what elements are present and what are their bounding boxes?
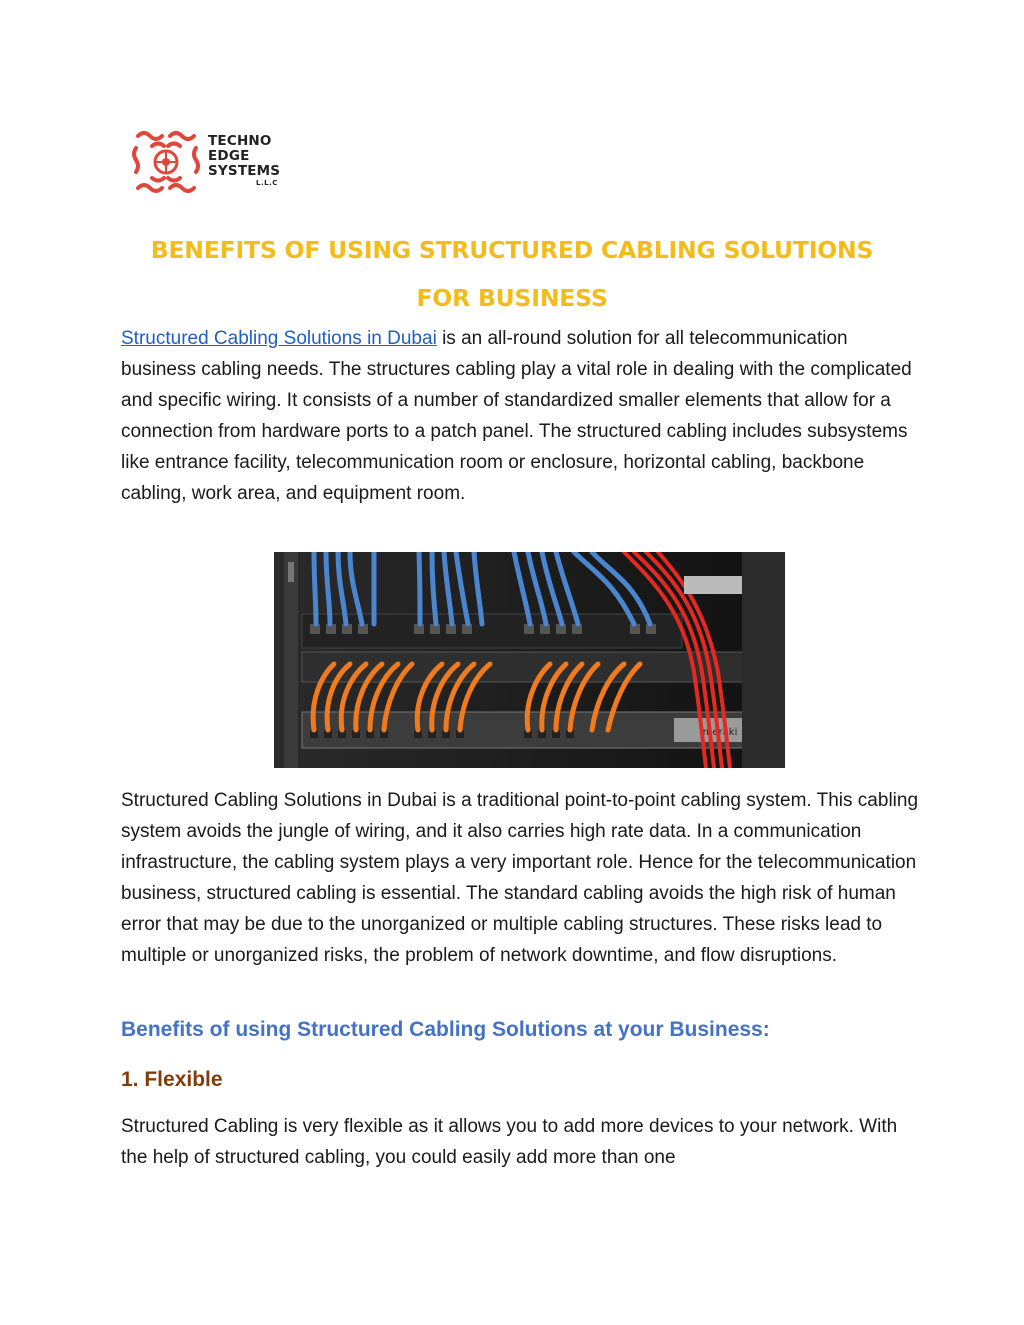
page-title [90,226,934,322]
section-heading: Benefits of using Structured Cabling Solutions at your Business: [121,1018,770,1041]
intro-paragraph-body: is an all-round solution for all telecommunication business cabling needs. The structures cabling play a vital role in dealing with the complicated and specific wiring. It consists of a number of standardized smaller elements that allow for a connection from hardware ports to a patch panel. The structured cabling includes subsystems like entrance facility, telecommunication room or enclosure, horizontal cabling, backbone cabling, work area, and equipment room. [121,328,912,504]
network-rack-illustration [274,552,785,768]
logo-text-line1: TECHNO [208,133,272,149]
network-rack-photo [274,552,785,768]
logo-text-line2: EDGE [208,148,250,164]
structured-cabling-link[interactable]: Structured Cabling Solutions in Dubai [121,328,437,349]
meraki-label: meraki [702,727,738,738]
logo-text-llc: L.L.C [256,179,278,187]
logo-text-line3: SYSTEMS [208,163,281,179]
third-paragraph: Structured Cabling is very flexible as it allows you to add more devices to your network. With the help of structured cabling, you could easily add more than one [121,1116,898,1168]
page-title-line2: FOR BUSINESS [416,284,608,312]
company-logo [130,126,280,198]
subheading-flexible: 1. Flexible [121,1068,223,1091]
logo-emblem-icon [130,126,202,198]
intro-paragraph [121,323,921,509]
second-paragraph: Structured Cabling Solutions in Dubai is a traditional point-to-point cabling system. This cabling system avoids the jungle of wiring, and it also carries high rate data. In a communication infrastructure, the cabling system plays a very important role. Hence for the telecommunication business, structured cabling is essential. The standard cabling avoids the high risk of human error that may be due to the unorganized or multiple cabling structures. These risks lead to multiple or unorganized risks, the problem of network downtime, and flow disruptions. [121,790,919,966]
page-title-line1: BENEFITS OF USING STRUCTURED CABLING SOLUTIONS [150,236,874,264]
